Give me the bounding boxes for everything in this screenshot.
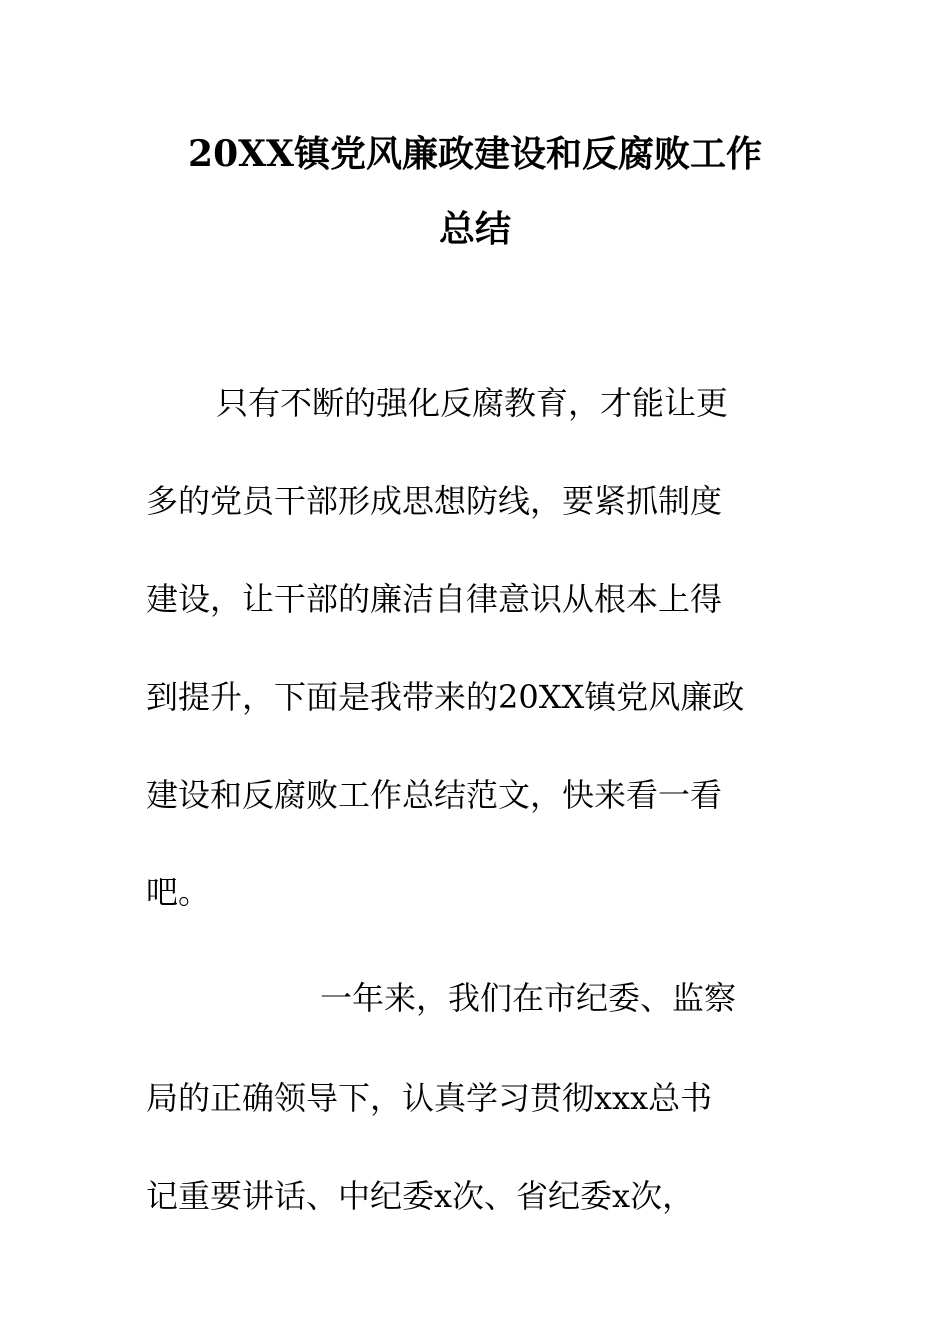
paragraph-1-line-3: 建设，让干部的廉洁自律意识从根本上得 bbox=[146, 580, 723, 618]
document-title-line-2: 总结 bbox=[438, 208, 511, 250]
paragraph-2-line-3: 记重要讲话、中纪委x次、省纪委x次， bbox=[146, 1177, 695, 1215]
document-title-line-1: 20XX镇党风廉政建设和反腐败工作 bbox=[188, 133, 762, 175]
paragraph-2-line-2: 局的正确领导下，认真学习贯彻xxx总书 bbox=[146, 1079, 713, 1117]
paragraph-2-line-1: 一年来，我们在市纪委、监察 bbox=[320, 979, 737, 1017]
paragraph-1-line-4: 到提升，下面是我带来的20XX镇党风廉政 bbox=[146, 678, 745, 716]
paragraph-1-line-1: 只有不断的强化反腐教育，才能让更 bbox=[216, 384, 729, 422]
paragraph-1-line-2: 多的党员干部形成思想防线，要紧抓制度 bbox=[146, 482, 723, 520]
paragraph-1-line-5: 建设和反腐败工作总结范文，快来看一看 bbox=[146, 776, 723, 814]
paragraph-1-line-6: 吧。 bbox=[146, 873, 211, 911]
